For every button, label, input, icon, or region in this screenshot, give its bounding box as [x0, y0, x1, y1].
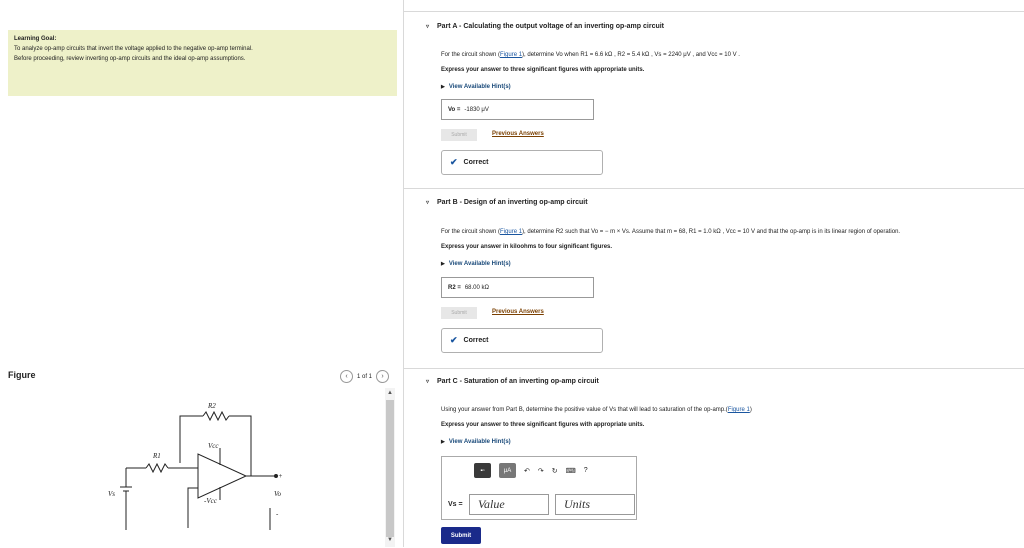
- scroll-thumb[interactable]: [386, 400, 394, 537]
- templates-button[interactable]: ▪▫: [474, 463, 491, 478]
- answer-label: Vs =: [448, 501, 463, 508]
- answer-value: -1830 μV: [464, 106, 489, 113]
- r1-resistor: [146, 464, 168, 472]
- editor-toolbar: [474, 463, 588, 478]
- figure-link[interactable]: Figure 1: [500, 229, 523, 235]
- part-b: [404, 188, 1024, 367]
- keyboard-icon[interactable]: ⌨: [565, 467, 576, 475]
- part-b-instructions: Express your answer in kiloohms to four significant figures.: [441, 244, 613, 250]
- scroll-down-icon[interactable]: ▼: [387, 537, 393, 543]
- redo-icon[interactable]: ↷: [537, 467, 544, 475]
- circuit-diagram: [8, 388, 384, 547]
- q-b-post: ), determine R2 such that Vo = − m × Vs. Assume that m = 68, R1 = 1.0 kΩ , Vcc = 10 V and that the op-amp is in its linear region of operation.: [522, 229, 901, 235]
- figure-scrollbar[interactable]: [385, 388, 395, 547]
- result-label: Correct: [463, 337, 489, 344]
- checkmark-icon: ✔: [450, 157, 458, 167]
- part-a-title: Part A - Calculating the output voltage of an inverting op-amp circuit: [437, 23, 665, 30]
- correct-feedback: [441, 328, 603, 353]
- figure-page-count: 1 of 1: [357, 373, 373, 380]
- feedback-wire-right: [229, 416, 251, 476]
- figure-link[interactable]: Figure 1: [500, 52, 523, 58]
- correct-feedback: [441, 150, 603, 175]
- op-amp: [198, 454, 246, 498]
- collapse-caret-icon[interactable]: ▿: [426, 200, 430, 206]
- hints-label: View Available Hint(s): [448, 84, 511, 90]
- label-minus: -: [276, 510, 279, 518]
- next-figure-button[interactable]: ›: [376, 370, 389, 383]
- part-b-hints[interactable]: [441, 261, 511, 267]
- part-c-title: Part C - Saturation of an inverting op-amp circuit: [437, 378, 599, 385]
- questions-panel: [404, 0, 1024, 547]
- q-a-post: ), determine Vo when R1 = 6.6 kΩ , R2 = 5.4 kΩ , Vs = 2240 μV , and Vcc = 10 V .: [522, 52, 740, 58]
- q-b-pre: For the circuit shown (: [441, 229, 501, 235]
- part-a-header[interactable]: [426, 23, 664, 30]
- help-icon[interactable]: ?: [583, 467, 588, 474]
- figure-link[interactable]: Figure 1: [727, 407, 750, 413]
- label-vcc-bottom: -Vcc: [204, 497, 217, 505]
- q-c-post: ): [749, 407, 752, 413]
- label-vo: Vo: [274, 490, 281, 498]
- left-panel: [0, 0, 403, 547]
- goal-title: Learning Goal:: [14, 36, 57, 42]
- answer-label: R2 =: [448, 284, 461, 291]
- part-b-question: [441, 229, 900, 235]
- goal-line1: To analyze op-amp circuits that invert the voltage applied to the negative op-amp terminal.: [14, 46, 253, 52]
- label-plus: +: [278, 472, 283, 480]
- part-a-question: [441, 52, 740, 58]
- learning-goal: [8, 30, 397, 96]
- expand-triangle-icon: ▶: [441, 84, 445, 90]
- part-c-instructions: Express your answer to three significant figures with appropriate units.: [441, 422, 645, 428]
- collapse-caret-icon[interactable]: ▿: [426, 379, 430, 385]
- feedback-wire: [180, 416, 203, 463]
- checkmark-icon: ✔: [450, 335, 458, 345]
- expand-triangle-icon: ▶: [441, 439, 445, 445]
- answer-editor: [441, 456, 637, 520]
- part-b-answer-box[interactable]: [441, 277, 594, 298]
- hints-label: View Available Hint(s): [448, 261, 511, 267]
- part-a-hints[interactable]: [441, 84, 511, 90]
- scroll-up-icon[interactable]: ▲: [387, 390, 393, 396]
- part-a-answer-box[interactable]: [441, 99, 594, 120]
- result-label: Correct: [463, 159, 489, 166]
- units-button[interactable]: μA: [499, 463, 516, 478]
- previous-answers-link[interactable]: Previous Answers: [492, 309, 544, 315]
- collapse-caret-icon[interactable]: ▿: [426, 24, 430, 30]
- undo-icon[interactable]: ↶: [524, 467, 530, 475]
- part-b-header[interactable]: [426, 199, 588, 206]
- label-r2: R2: [208, 402, 216, 410]
- part-b-title: Part B - Design of an inverting op-amp circuit: [437, 199, 588, 206]
- label-vs: Vs: [108, 490, 115, 498]
- expand-triangle-icon: ▶: [441, 261, 445, 267]
- prev-figure-button[interactable]: ‹: [340, 370, 353, 383]
- submit-button[interactable]: Submit: [441, 527, 481, 544]
- figure-pager: [340, 370, 389, 383]
- previous-answers-link[interactable]: Previous Answers: [492, 131, 544, 137]
- r2-resistor: [203, 412, 229, 420]
- label-r1: R1: [153, 452, 161, 460]
- q-c-pre: Using your answer from Part B, determine the positive value of Vs that will lead to saturation of the op-amp.(: [441, 407, 728, 413]
- goal-line2: Before proceeding, review inverting op-amp circuits and the ideal op-amp assumptions.: [14, 56, 246, 62]
- value-input[interactable]: Value: [469, 494, 549, 515]
- part-c-header[interactable]: [426, 378, 599, 385]
- part-c-hints[interactable]: [441, 439, 511, 445]
- reset-icon[interactable]: ↻: [551, 467, 558, 475]
- figure-title: Figure: [8, 370, 36, 380]
- submit-button-disabled[interactable]: Submit: [441, 307, 477, 319]
- q-a-pre: For the circuit shown (: [441, 52, 501, 58]
- label-vcc-top: Vcc: [208, 442, 219, 450]
- answer-value: 68.00 kΩ: [464, 284, 490, 291]
- submit-button-disabled[interactable]: Submit: [441, 129, 477, 141]
- output-terminal: [274, 474, 278, 478]
- part-a-instructions: Express your answer to three significant figures with appropriate units.: [441, 67, 645, 73]
- part-c-question: [441, 407, 752, 413]
- hints-label: View Available Hint(s): [448, 439, 511, 445]
- part-a: [404, 11, 1024, 187]
- units-input[interactable]: Units: [555, 494, 635, 515]
- answer-label: Vo =: [448, 106, 461, 113]
